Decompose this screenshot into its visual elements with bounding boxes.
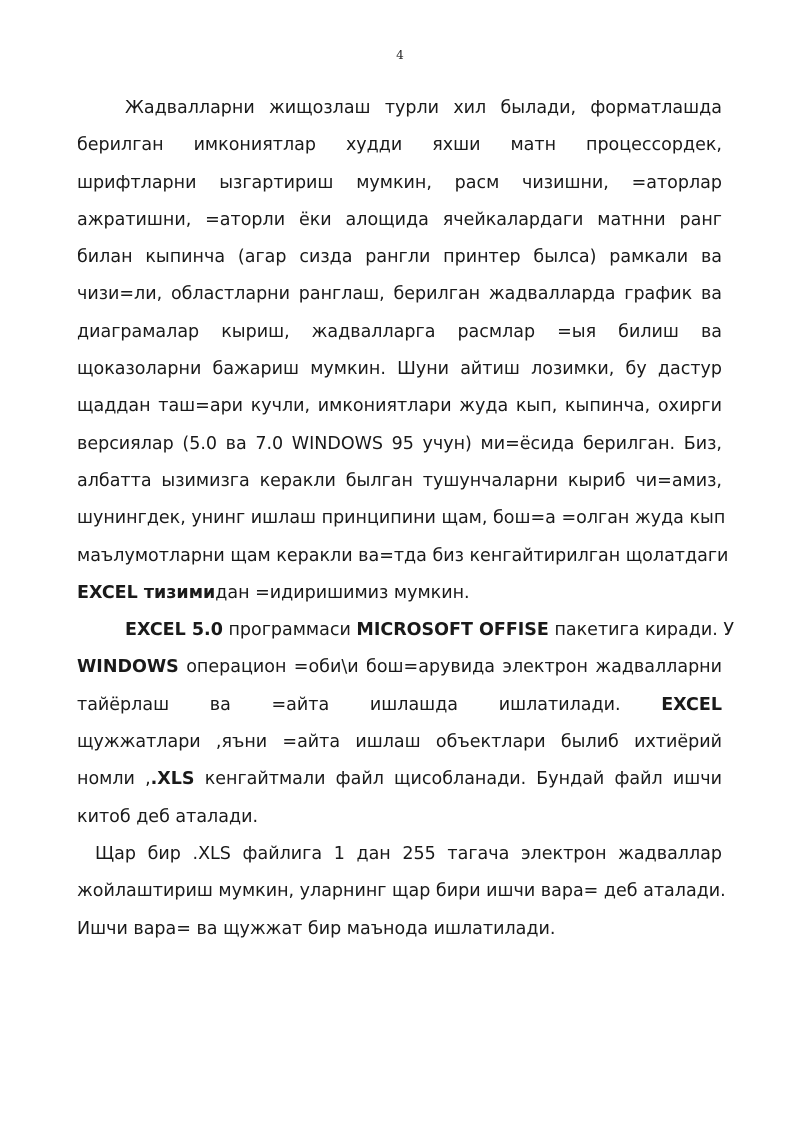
text-run: операцион =оби\и бош=арувида электрон жадвалларни bbox=[178, 657, 722, 678]
text-line: версиялар (5.0 ва 7.0 WINDOWS 95 учун) ми=ёсида берилган. Биз, bbox=[77, 433, 722, 454]
text-line: Щар бир .XLS файлига 1 дан 255 тагача электрон жадваллар bbox=[95, 843, 722, 864]
bold-term: MICROSOFT OFFISE bbox=[356, 620, 549, 641]
text-run: дан =идиришимиз мумкин. bbox=[215, 582, 470, 603]
text-line: шрифтларни ызгартириш мумкин, расм чизишни, =аторлар bbox=[77, 172, 722, 193]
bold-term: EXCEL 5.0 bbox=[125, 620, 223, 641]
document-body bbox=[77, 93, 735, 951]
text-line: Ишчи вара= ва щужжат бир маънода ишлатилади. bbox=[77, 918, 556, 939]
text-line bbox=[77, 578, 722, 615]
text-line: жойлаштириш мумкин, уларнинг щар бири ишчи вара= деб аталади. bbox=[77, 881, 726, 902]
bold-term: .XLS bbox=[150, 769, 195, 790]
text-line: чизи=ли, областларни ранглаш, берилган жадвалларда график ва bbox=[77, 284, 722, 305]
text-line: шунингдек, унинг ишлаш принципини щам, бош=а =олган жуда кып bbox=[77, 508, 726, 529]
text-line: щаддан таш=ари кучли, имкониятлари жуда кып, кыпинча, охирги bbox=[77, 396, 722, 417]
text-line bbox=[77, 652, 722, 689]
text-line bbox=[77, 690, 722, 727]
text-run: номли , bbox=[77, 769, 151, 790]
bold-term: WINDOWS bbox=[77, 657, 179, 678]
text-line: берилган имкониятлар худди яхши матн процессордек, bbox=[77, 135, 722, 156]
text-line: ажратишни, =аторли ёки алощида ячейкалардаги матнни ранг bbox=[77, 209, 722, 230]
text-line bbox=[77, 615, 735, 652]
page-number: 4 bbox=[396, 48, 404, 62]
paragraph-2 bbox=[77, 615, 735, 839]
paragraph-3 bbox=[77, 839, 726, 951]
text-line bbox=[77, 764, 722, 801]
text-line: албатта ызимизга керакли былган тушунчаларни кыриб чи=амиз, bbox=[77, 470, 722, 491]
text-line: диаграмалар кыриш, жадвалларга расмлар =ыя билиш ва bbox=[77, 321, 722, 342]
text-run: программаси bbox=[222, 620, 357, 641]
text-run: кенгайтмали файл щисобланади. Бундай файл ишчи bbox=[194, 769, 722, 790]
text-line: Жадвалларни жищозлаш турли хил былади, форматлашда bbox=[125, 98, 722, 118]
text-line: билан кыпинча (агар сизда рангли принтер былса) рамкали ва bbox=[77, 247, 722, 268]
bold-term: EXCEL bbox=[661, 694, 722, 715]
text-run: тайёрлаш ва =айта ишлашда ишлатилади. bbox=[77, 694, 662, 715]
text-line: китоб деб аталади. bbox=[77, 806, 259, 827]
text-line: маълумотларни щам керакли ва=тда биз кенгайтирилган щолатдаги bbox=[77, 545, 729, 566]
paragraph-1 bbox=[77, 93, 729, 615]
text-run: пакетига киради. У bbox=[548, 620, 735, 641]
bold-term: EXCEL тизими bbox=[77, 582, 216, 603]
text-line: щужжатлари ,яъни =айта ишлаш объектлари былиб ихтиёрий bbox=[77, 732, 722, 753]
text-line: щоказоларни бажариш мумкин. Шуни айтиш лозимки, бу дастур bbox=[77, 359, 722, 380]
